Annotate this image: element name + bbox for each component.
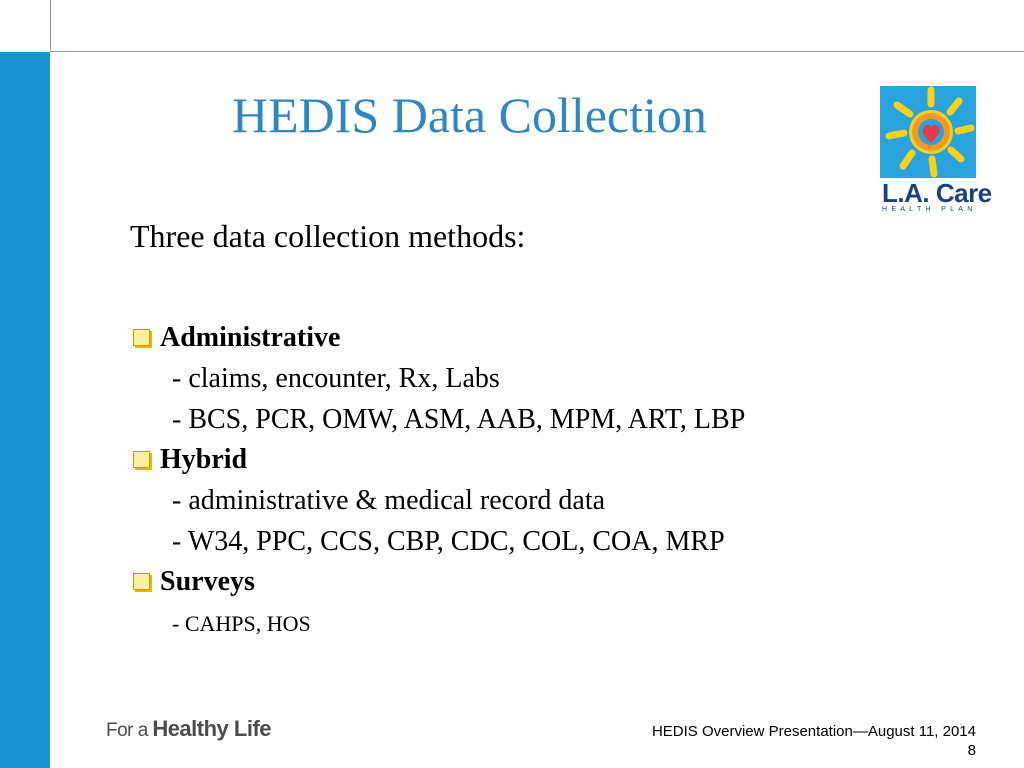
checkbox-bullet-icon <box>133 329 150 346</box>
la-care-logo <box>880 86 992 216</box>
method-label: Administrative <box>160 322 341 353</box>
slide-title: HEDIS Data Collection <box>232 87 707 143</box>
method-detail: - CAHPS, HOS <box>172 611 311 636</box>
sun-icon <box>880 86 976 178</box>
method-label: Surveys <box>160 566 255 597</box>
footer-info <box>652 722 976 760</box>
divider-horizontal <box>50 51 1024 52</box>
method-detail: - BCS, PCR, OMW, ASM, AAB, MPM, ART, LBP <box>172 404 746 435</box>
checkbox-bullet-icon <box>133 451 150 468</box>
logo-name: L.A. Care <box>882 178 992 208</box>
slogan-brand: Healthy Life <box>152 716 272 741</box>
page-number: 8 <box>967 742 976 759</box>
checkbox-bullet-icon <box>133 573 150 590</box>
method-detail: - claims, encounter, Rx, Labs <box>172 363 500 394</box>
method-item <box>130 562 890 602</box>
method-detail: - W34, PPC, CCS, CBP, CDC, COL, COA, MRP <box>172 526 725 557</box>
slogan-prefix: For a <box>106 720 148 741</box>
footer-slogan <box>106 716 271 742</box>
accent-sidebar <box>0 52 50 768</box>
methods-list <box>130 318 890 646</box>
method-detail: - administrative & medical record data <box>172 485 606 516</box>
method-item <box>130 318 890 358</box>
sidebar-top <box>0 0 50 52</box>
method-label: Hybrid <box>160 444 248 475</box>
method-item <box>130 440 890 480</box>
intro-text: Three data collection methods: <box>130 218 526 254</box>
divider-vertical <box>50 0 51 52</box>
logo-tagline: HEALTH PLAN <box>882 206 977 213</box>
presentation-caption: HEDIS Overview Presentation—August 11, 2014 <box>651 723 976 740</box>
